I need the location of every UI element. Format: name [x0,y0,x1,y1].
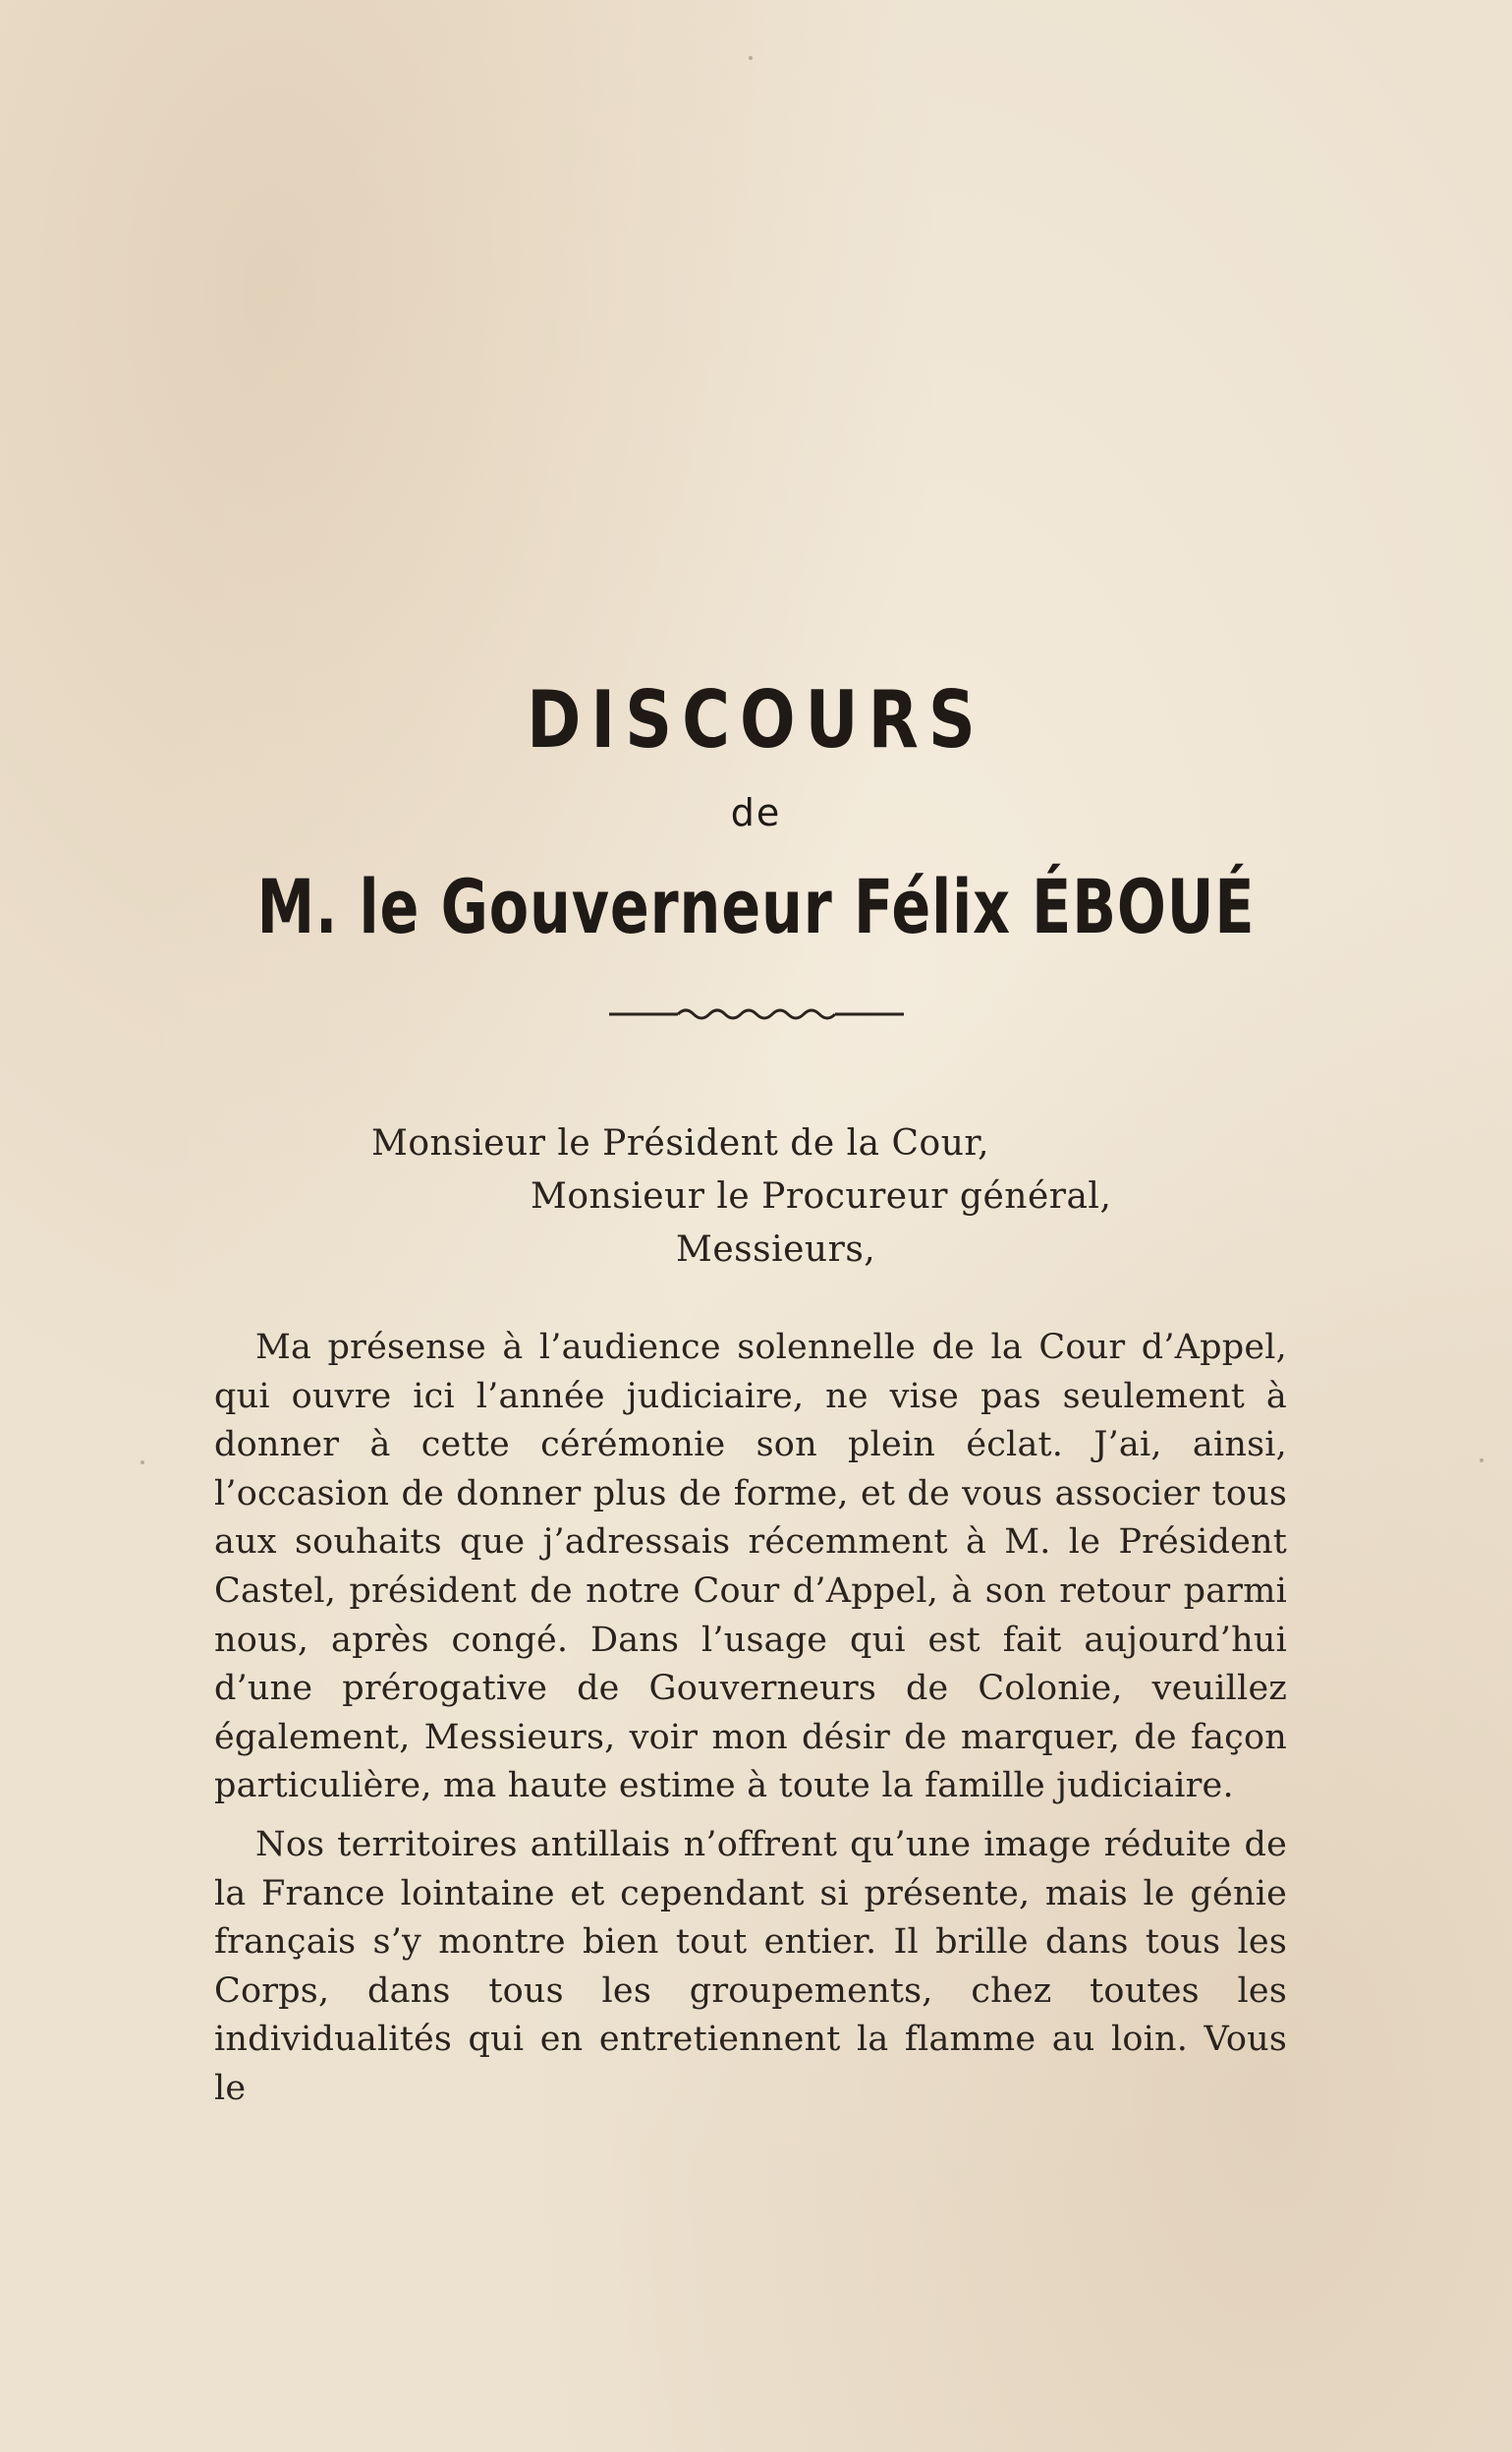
page-title: DISCOURS [527,674,985,767]
paper-speck [1480,1458,1484,1462]
paragraph: Nos territoires antillais n’offrent qu’une image réduite de la France lointaine et cependant si présente, mais le génie français s’y montre bien tout entier. Il brille dans tous les Corps, dans tous les groupements, chez toutes les individualités qui en entretiennent la flamme au loin. Vous le [214,1824,1287,2108]
salutation-line: Monsieur le Président de la Cour, [371,1123,990,1164]
salutation-line: Monsieur le Procureur général, [531,1176,1112,1217]
paper-speck [749,56,753,60]
salutation-line: Messieurs, [676,1229,876,1270]
ornament-divider [609,1002,904,1026]
paper-speck [140,1460,144,1464]
title-preposition: de [730,791,782,834]
speech-body [214,1324,1287,2114]
author-title: M. le Gouverneur Félix ÉBOUÉ [256,863,1256,950]
paragraph: Ma présense à l’audience solennelle de la Cour d’Appel, qui ouvre ici l’année judiciaire, ne vise pas seulement à donner à cette cérémonie son plein éclat. J’ai, ainsi, l’occasion de donner plus de forme, et de vous associer tous aux souhaits que j’adressais récemment à M. le Président Castel, président de notre Cour d’Appel, à son retour parmi nous, après congé. Dans l’usage qui est fait aujourd’hui d’une prérogative de Gouverneurs de Colonie, veuillez également, Messieurs, voir mon désir de marquer, de façon particulière, ma haute estime à toute la famille judiciaire. [214,1328,1287,1806]
